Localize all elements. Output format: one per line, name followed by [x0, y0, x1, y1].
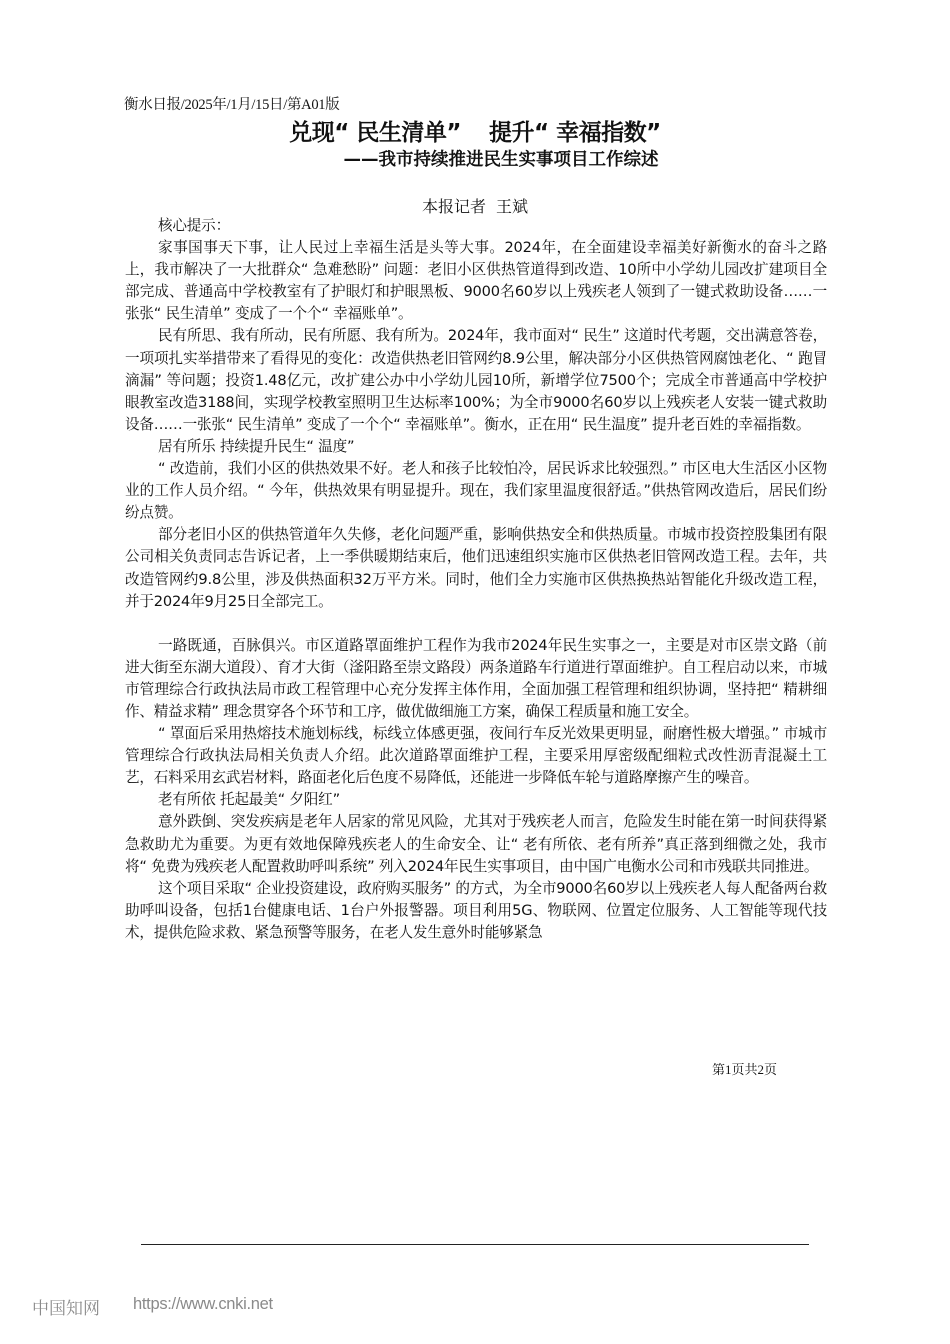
- title-part-2: 提升“ 幸福指数”: [489, 120, 661, 146]
- paragraph: 部分老旧小区的供热管道年久失修，老化问题严重，影响供热安全和供热质量。市城市投资控股集团有限公司相关负责同志告诉记者，上一季供暖期结束后，他们迅速组织实施市区供热老旧管网改造工程。去年，共改造管网约9.8公里，涉及供热面积32万平方米。同时，他们全力实施市区供热换热站智能化升级改造工程，并于2024年9月25日全部完工。: [125, 526, 827, 610]
- watermark-name: 中国知网: [32, 1299, 100, 1319]
- section-heading: 老有所依 托起最美“ 夕阳红”: [158, 791, 340, 809]
- byline-name: 王斌: [496, 197, 529, 216]
- blank-line: [125, 613, 827, 635]
- lead-label: 核心提示：: [158, 217, 230, 234]
- section-heading: 居有所乐 持续提升民生“ 温度”: [158, 437, 355, 455]
- byline-role: 本报记者: [421, 197, 486, 216]
- article-body: [125, 215, 827, 944]
- source-line: 衡水日报/2025年/1月/15日/第A01版: [124, 97, 340, 113]
- paragraph: “ 改造前，我们小区的供热效果不好。老人和孩子比较怕冷，居民诉求比较强烈。” 市区电大生活区小区物业的工作人员介绍。“ 今年，供热效果有明显提升。现在，我们家里温度很舒适。”供热管网改造后，居民们纷纷点赞。: [125, 460, 827, 522]
- article-subtitle: ——我市持续推进民生实事项目工作综述: [343, 150, 659, 170]
- paragraph: 民有所思、我有所动，民有所愿、我有所为。2024年，我市面对“ 民生” 这道时代考题，交出满意答卷，一项项扎实举措带来了看得见的变化：改造供热老旧管网约8.9公里，解决部分小区供热管网腐蚀老化、“ 跑冒滴漏” 等问题；投资1.48亿元，改扩建公办中小学幼儿园10所，新增学位7500个；完成全市普通高中学校护眼教室改造3188间，实现学校教室照明卫生达标率100%；为全市9000名60岁以上残疾老人安装一键式救助设备……一张张“ 民生清单” 变成了一个个“ 幸福账单”。衡水，正在用“ 民生温度” 提升老百姓的幸福指数。: [125, 327, 827, 433]
- paragraph: 意外跌倒、突发疾病是老年人居家的常见风险，尤其对于残疾老人而言，危险发生时能在第一时间获得紧急救助尤为重要。为更有效地保障残疾老人的生命安全、让“ 老有所依、老有所养”真正落到细微之处，我市将“ 免费为残疾老人配置救助呼叫系统” 列入2024年民生实事项目，由中国广电衡水公司和市残联共同推进。: [125, 813, 827, 875]
- article-title: [0, 114, 950, 147]
- paragraph: 一路既通，百脉俱兴。市区道路罩面维护工程作为我市2024年民生实事之一，主要是对市区崇文路（前进大街至东湖大道段）、育才大街（滏阳路至崇文路段）两条道路车行道进行罩面维护。自工程启动以来，市城市管理综合行政执法局市政工程管理中心充分发挥主体作用，全面加强工程管理和组织协调，坚持把“ 精耕细作、精益求精” 理念贯穿各个环节和工序，做优做细施工方案，确保工程质量和施工安全。: [125, 636, 827, 720]
- page-indicator: 第1页共2页: [712, 1062, 778, 1077]
- footer-divider: [141, 1244, 809, 1245]
- title-part-1: 兑现“ 民生清单”: [289, 120, 461, 146]
- paragraph: “ 罩面后采用热熔技术施划标线，标线立体感更强，夜间行车反光效果更明显，耐磨性极大增强。” 市城市管理综合行政执法局相关负责人介绍。此次道路罩面维护工程，主要采用厚密级配细粒式改性沥青混凝土工艺，石料采用玄武岩材料，路面老化后色度不易降低，还能进一步降低车轮与道路摩擦产生的噪音。: [125, 725, 827, 787]
- paragraph: 这个项目采取“ 企业投资建设，政府购买服务” 的方式，为全市9000名60岁以上残疾老人每人配备两台救助呼叫设备，包括1台健康电话、1台户外报警器。项目利用5G、物联网、位置定位服务、人工智能等现代技术，提供危险求救、紧急预警等服务，在老人发生意外时能够紧急: [125, 879, 827, 941]
- watermark-url: https://www.cnki.net: [133, 1295, 273, 1313]
- paragraph: 家事国事天下事，让人民过上幸福生活是头等大事。2024年，在全面建设幸福美好新衡水的奋斗之路上，我市解决了一大批群众“ 急难愁盼” 问题：老旧小区供热管道得到改造、10所中小学幼儿园改扩建项目全部完成、普通高中学校教室有了护眼灯和护眼黑板、9000名60岁以上残疾老人领到了一键式救助设备……一张张“ 民生清单” 变成了一个个“ 幸福账单”。: [125, 239, 827, 323]
- byline: [0, 194, 950, 217]
